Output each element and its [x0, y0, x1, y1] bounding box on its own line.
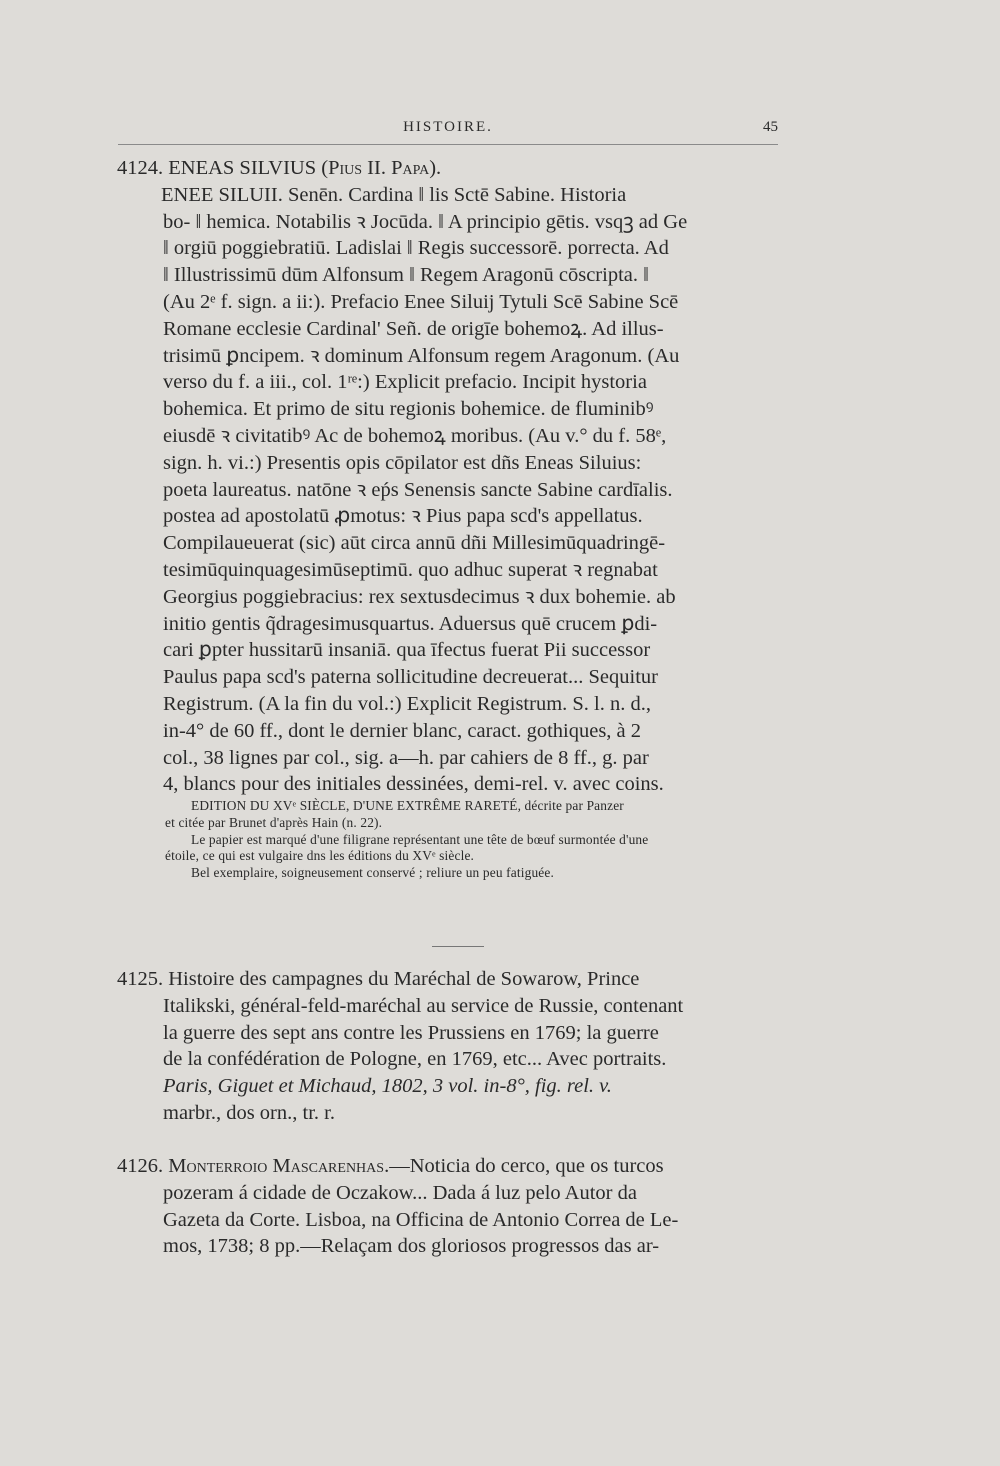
- entry-line: Registrum. (A la fin du vol.:) Explicit Registrum. S. l. n. d.,: [163, 692, 651, 715]
- heading-smallcaps: Pius II. Papa: [328, 157, 430, 179]
- note-line: et citée par Brunet d'après Hain (n. 22).: [165, 814, 383, 830]
- entry-line: ENEE SILUII. Senēn. Cardina ‖ lis Sctē Sabine. Historia: [161, 183, 627, 206]
- running-head: [118, 118, 778, 145]
- entry-4124-notes: [165, 798, 790, 882]
- entry-line: de la confédération de Pologne, en 1769, etc... Avec portraits.: [163, 1048, 667, 1071]
- entry-heading: [117, 155, 787, 182]
- entry-number: 4126.: [117, 1155, 164, 1177]
- note-line: Le papier est marqué d'une filigrane représentant une tête de bœuf surmontée d'une: [191, 831, 649, 847]
- note-line: EDITION DU XVᵉ SIÈCLE, D'UNE EXTRÊME RARETÉ, décrite par Panzer: [191, 798, 624, 813]
- entry-line: la guerre des sept ans contre les Prussiens en 1769; la guerre: [163, 1021, 659, 1044]
- heading-end: ).: [429, 157, 442, 179]
- entry-line: Romane ecclesie Cardinal' Señ. de origīe bohemoꝝ. Ad illus-: [163, 317, 664, 340]
- entry-line: initio gentis q̃dragesimusquartus. Aduersus quē crucem ꝑdi-: [163, 612, 658, 635]
- entry-line: Histoire des campagnes du Maréchal de Sowarow, Prince: [168, 968, 640, 990]
- running-title: HISTOIRE.: [403, 119, 493, 135]
- entry-4126: [117, 1153, 787, 1260]
- entry-line: poeta laureatus. natōne ꝛ eṕs Senensis sancte Sabine cardīalis.: [163, 478, 673, 501]
- entry-line: verso du f. a iii., col. 1ʳᵉ:) Explicit prefacio. Incipit hystoria: [163, 371, 647, 394]
- entry-number: 4125.: [117, 968, 164, 990]
- entry-line: mos, 1738; 8 pp.—Relaçam dos gloriosos progressos das ar-: [163, 1235, 660, 1258]
- entry-line: tesimūquinquagesimūseptimū. quo adhuc superat ꝛ regnabat: [163, 558, 658, 581]
- page-number: 45: [763, 119, 778, 135]
- entry-first-line: [117, 1153, 787, 1180]
- entry-line: ‖ orgiū poggiebratiū. Ladislai ‖ Regis successorē. porrecta. Ad: [163, 237, 669, 260]
- entry-4124: [117, 155, 787, 798]
- entry-author: Monterroio Mascarenhas.: [168, 1155, 390, 1177]
- entry-line: Paris, Giguet et Michaud, 1802, 3 vol. in-8°, fig. rel. v.: [163, 1075, 612, 1098]
- separator-rule: [432, 946, 484, 947]
- entry-line: ‖ Illustrissimū dūm Alfonsum ‖ Regem Aragonū cōscripta. ‖: [163, 264, 649, 287]
- entry-line: marbr., dos orn., tr. r.: [163, 1101, 335, 1124]
- entry-line: pozeram á cidade de Oczakow... Dada á luz pelo Autor da: [163, 1181, 637, 1204]
- entry-line: eiusdē ꝛ civitatibꝰ Ac de bohemoꝝ moribus. (Au v.° du f. 58ᵉ,: [163, 424, 667, 447]
- heading-main: ENEAS SILVIUS (: [168, 157, 329, 179]
- entry-line: Paulus papa scd's paterna sollicitudine decreuerat... Sequitur: [163, 666, 658, 689]
- entry-line: bohemica. Et primo de situ regionis bohemice. de fluminibꝰ: [163, 398, 654, 421]
- note-line: étoile, ce qui est vulgaire dns les éditions du XVᵉ siècle.: [165, 848, 475, 864]
- entry-line: postea ad apostolatū ꝓmotus: ꝛ Pius papa scd's appellatus.: [163, 505, 643, 528]
- entry-line: trisimū ꝑncipem. ꝛ dominum Alfonsum regem Aragonum. (Au: [163, 344, 680, 367]
- entry-number: 4124.: [117, 157, 164, 179]
- entry-4125: [117, 966, 787, 1127]
- entry-line: Italikski, général-feld-maréchal au service de Russie, contenant: [163, 994, 684, 1017]
- entry-line: Gazeta da Corte. Lisboa, na Officina de Antonio Correa de Le-: [163, 1208, 679, 1231]
- note-line: Bel exemplaire, soigneusement conservé ; reliure un peu fatiguée.: [191, 865, 554, 881]
- entry-line: cari ꝑpter hussitarū insaniā. qua īfectus fuerat Pii successor: [163, 639, 651, 662]
- entry-line: 4, blancs pour des initiales dessinées, demi-rel. v. avec coins.: [163, 773, 664, 796]
- entry-line: Compilaueuerat (sic) aūt circa annū dñi Millesimūquadringē-: [163, 532, 666, 555]
- entry-line: —Noticia do cerco, que os turcos: [389, 1155, 664, 1177]
- entry-line: bo- ‖ hemica. Notabilis ꝛ Jocūda. ‖ A principio gētis. vsqꝫ ad Ge: [163, 210, 688, 233]
- entry-line: (Au 2ᵉ f. sign. a ii:). Prefacio Enee Siluij Tytuli Scē Sabine Scē: [163, 290, 679, 313]
- entry-line: sign. h. vi.:) Presentis opis cōpilator est dñs Eneas Siluius:: [163, 451, 642, 474]
- entry-first-line: [117, 966, 787, 993]
- entry-line: Georgius poggiebracius: rex sextusdecimus ꝛ dux bohemie. ab: [163, 585, 676, 608]
- entry-line: col., 38 lignes par col., sig. a—h. par cahiers de 8 ff., g. par: [163, 746, 649, 769]
- entry-line: in-4° de 60 ff., dont le dernier blanc, caract. gothiques, à 2: [163, 719, 642, 742]
